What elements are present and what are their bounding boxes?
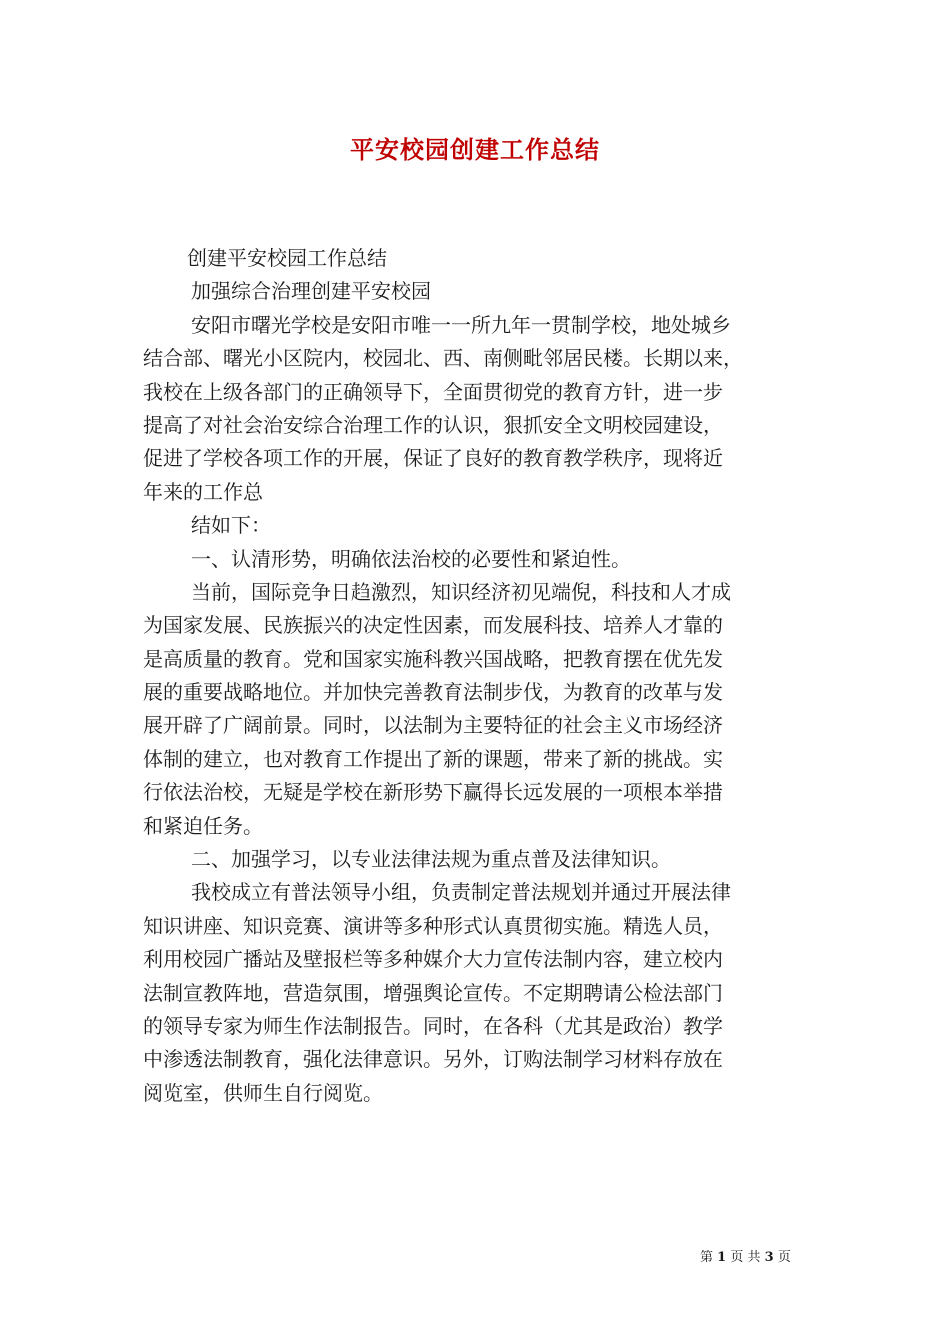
paragraph-line: 知识讲座、知识竞赛、演讲等多种形式认真贯彻实施。精选人员， xyxy=(143,913,723,938)
paragraph-line: 提高了对社会治安综合治理工作的认识，狠抓安全文明校园建设， xyxy=(143,412,723,437)
paragraph-line: 是高质量的教育。党和国家实施科教兴国战略，把教育摆在优先发 xyxy=(143,646,723,671)
heading-line: 加强综合治理创建平安校园 xyxy=(191,279,431,304)
paragraph-line: 促进了学校各项工作的开展，保证了良好的教育教学秩序，现将近 xyxy=(143,446,723,471)
paragraph-line: 结如下： xyxy=(191,513,271,538)
paragraph-line: 阅览室，供师生自行阅览。 xyxy=(143,1080,383,1105)
paragraph-line: 我校成立有普法领导小组，负责制定普法规划并通过开展法律 xyxy=(191,880,731,905)
page-number-footer xyxy=(700,1246,791,1265)
paragraph-line: 结合部、曙光小区院内，校园北、西、南侧毗邻居民楼。长期以来， xyxy=(143,346,743,371)
document-body xyxy=(143,242,823,1110)
paragraph-line: 年来的工作总 xyxy=(143,479,263,504)
current-page-number: 1 xyxy=(717,1250,727,1265)
paragraph-line: 展开辟了广阔前景。同时，以法制为主要特征的社会主义市场经济 xyxy=(143,713,723,738)
footer-prefix: 第 xyxy=(700,1250,714,1265)
paragraph-line: 我校在上级各部门的正确领导下，全面贯彻党的教育方针，进一步 xyxy=(143,379,723,404)
paragraph-line: 利用校园广播站及壁报栏等多种媒介大力宣传法制内容，建立校内 xyxy=(143,947,723,972)
section-heading: 二、加强学习，以专业法律法规为重点普及法律知识。 xyxy=(191,847,671,872)
paragraph-line: 为国家发展、民族振兴的决定性因素，而发展科技、培养人才靠的 xyxy=(143,613,723,638)
footer-suffix: 页 xyxy=(777,1250,791,1265)
footer-middle: 页 共 xyxy=(730,1250,761,1265)
paragraph-line: 当前，国际竞争日趋激烈，知识经济初见端倪，科技和人才成 xyxy=(191,579,731,604)
paragraph-line: 中渗透法制教育，强化法律意识。另外，订购法制学习材料存放在 xyxy=(143,1047,723,1072)
paragraph-line: 的领导专家为师生作法制报告。同时，在各科（尤其是政治）教学 xyxy=(143,1013,723,1038)
paragraph-line: 安阳市曙光学校是安阳市唯一一所九年一贯制学校，地处城乡 xyxy=(191,312,731,337)
paragraph-line: 和紧迫任务。 xyxy=(143,813,263,838)
paragraph-line: 体制的建立，也对教育工作提出了新的课题，带来了新的挑战。实 xyxy=(143,746,723,771)
page-title: 平安校园创建工作总结 xyxy=(350,135,600,164)
section-heading: 一、认清形势，明确依法治校的必要性和紧迫性。 xyxy=(191,546,631,571)
total-pages-number: 3 xyxy=(764,1250,774,1265)
paragraph-line: 法制宣教阵地，营造氛围，增强舆论宣传。不定期聘请公检法部门 xyxy=(143,980,723,1005)
paragraph-line: 展的重要战略地位。并加快完善教育法制步伐，为教育的改革与发 xyxy=(143,680,723,705)
subtitle-line: 创建平安校园工作总结 xyxy=(187,246,387,270)
paragraph-line: 行依法治校，无疑是学校在新形势下赢得长远发展的一项根本举措 xyxy=(143,780,723,805)
